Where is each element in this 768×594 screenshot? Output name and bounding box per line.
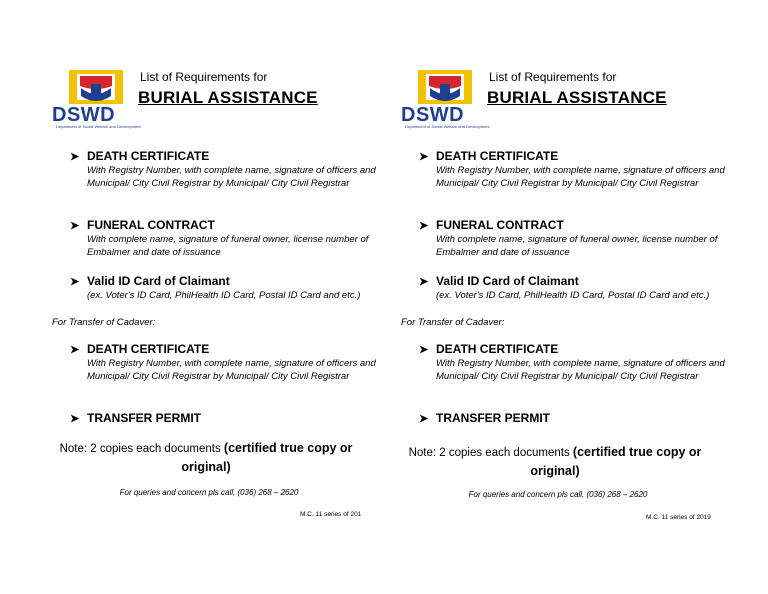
requirement-head: DEATH CERTIFICATE	[87, 342, 210, 356]
arrow-bullet-icon: ➤	[70, 220, 80, 232]
requirement-desc: With complete name, signature of funeral owner, license number of Embalmer and date of issuance	[436, 234, 718, 258]
note-prefix: Note: 2 copies each documents	[408, 447, 570, 459]
requirements-heading: List of Requirements for	[140, 70, 268, 84]
card-title: BURIAL ASSISTANCE	[138, 88, 318, 107]
arrow-bullet-icon: ➤	[419, 220, 429, 232]
arrow-bullet-icon: ➤	[419, 276, 429, 288]
logo-text: DSWD	[401, 104, 465, 126]
requirements-card-right	[401, 0, 741, 594]
note-emphasis: (certified true copy or original)	[181, 441, 353, 474]
logo-text: DSWD	[52, 104, 116, 126]
arrow-bullet-icon: ➤	[70, 151, 80, 163]
transfer-label: For Transfer of Cadaver:	[52, 317, 156, 328]
requirement-head: DEATH CERTIFICATE	[87, 149, 210, 163]
series-text: M.C. 11 series of 2019	[646, 514, 711, 521]
logo-subtext: Department of Social Welfare and Development	[56, 124, 141, 129]
note	[405, 443, 705, 481]
logo-subtext: Department of Social Welfare and Development	[405, 124, 490, 129]
arrow-bullet-icon: ➤	[70, 276, 80, 288]
note-prefix: Note: 2 copies each documents	[59, 443, 221, 455]
requirement-desc: With Registry Number, with complete name, signature of officers and Municipal/ City Civil Registrar by Municipal/ City Civil Registrar	[436, 358, 725, 382]
requirement-desc: (ex. Voter's ID Card, PhilHealth ID Card, Postal ID Card and etc.)	[436, 290, 710, 301]
note-emphasis: (certified true copy or original)	[530, 445, 702, 478]
requirement-head: Valid ID Card of Claimant	[436, 274, 579, 288]
note	[56, 439, 356, 477]
arrow-bullet-icon: ➤	[70, 344, 80, 356]
queries-text: For queries and concern pls call, (036) 268 – 2620	[119, 488, 299, 497]
requirement-head: DEATH CERTIFICATE	[436, 342, 559, 356]
requirements-heading: List of Requirements for	[489, 70, 617, 84]
arrow-bullet-icon: ➤	[70, 413, 80, 425]
requirement-desc: With complete name, signature of funeral owner, license number of Embalmer and date of issuance	[87, 234, 369, 258]
series-text: M.C. 11 series of 201	[300, 511, 362, 518]
requirement-head: TRANSFER PERMIT	[87, 411, 201, 425]
requirement-desc: (ex. Voter's ID Card, PhilHealth ID Card, Postal ID Card and etc.)	[87, 290, 361, 301]
requirement-head: FUNERAL CONTRACT	[87, 218, 215, 232]
transfer-label: For Transfer of Cadaver:	[401, 317, 505, 328]
arrow-bullet-icon: ➤	[419, 344, 429, 356]
requirement-desc: With Registry Number, with complete name, signature of officers and Municipal/ City Civil Registrar by Municipal/ City Civil Registrar	[436, 165, 725, 189]
arrow-bullet-icon: ➤	[419, 151, 429, 163]
queries-text: For queries and concern pls call, (036) 268 – 2620	[468, 490, 648, 499]
requirement-head: Valid ID Card of Claimant	[87, 274, 230, 288]
arrow-bullet-icon: ➤	[419, 413, 429, 425]
requirement-head: FUNERAL CONTRACT	[436, 218, 564, 232]
requirement-head: TRANSFER PERMIT	[436, 411, 550, 425]
requirement-desc: With Registry Number, with complete name, signature of officers and Municipal/ City Civil Registrar by Municipal/ City Civil Registrar	[87, 358, 376, 382]
requirement-head: DEATH CERTIFICATE	[436, 149, 559, 163]
card-title: BURIAL ASSISTANCE	[487, 88, 667, 107]
requirements-card-left	[52, 0, 392, 594]
requirement-desc: With Registry Number, with complete name, signature of officers and Municipal/ City Civil Registrar by Municipal/ City Civil Registrar	[87, 165, 376, 189]
